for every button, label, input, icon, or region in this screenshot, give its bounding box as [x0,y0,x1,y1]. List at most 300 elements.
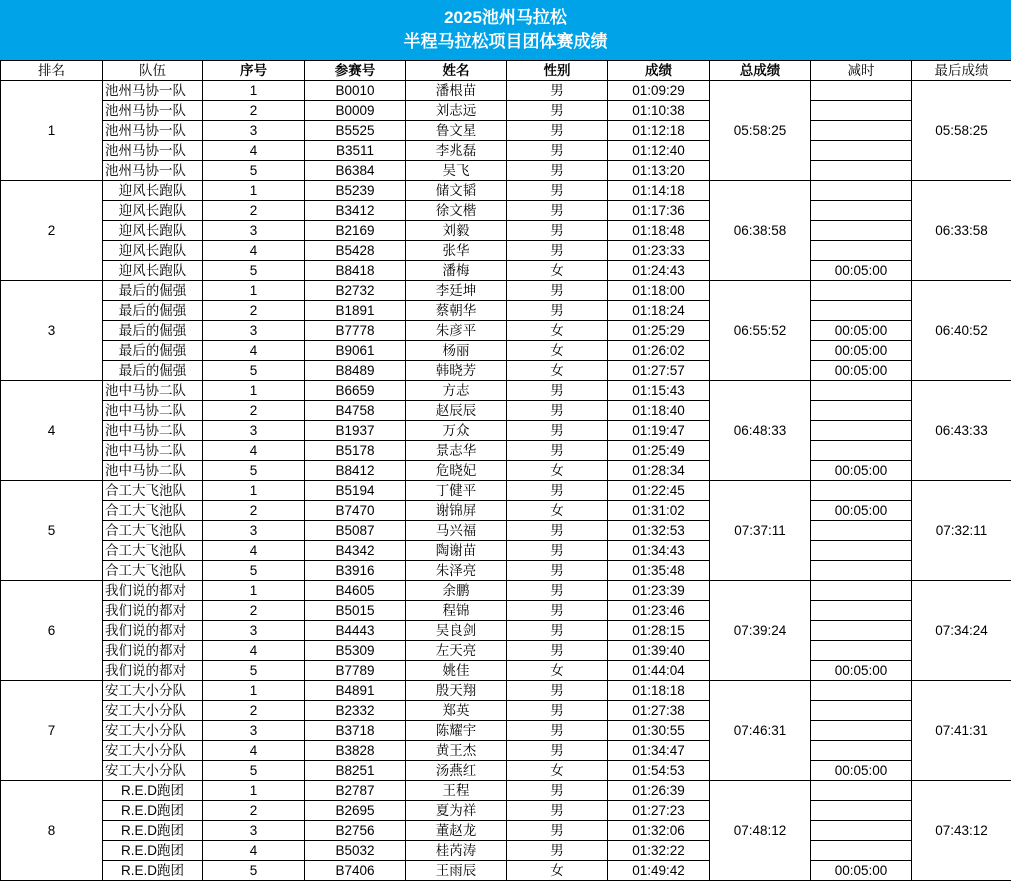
seq-cell: 2 [203,601,305,621]
team-cell: R.E.D跑团 [103,781,203,801]
rank-cell: 8 [1,781,103,881]
team-cell: 最后的倔强 [103,281,203,301]
deduct-cell: 00:05:00 [811,361,912,381]
team-cell: 合工大飞池队 [103,501,203,521]
score-cell: 01:30:55 [608,721,710,741]
seq-cell: 1 [203,281,305,301]
title-banner [0,0,1011,61]
gender-cell: 男 [507,101,608,121]
name-cell: 蔡朝华 [406,301,507,321]
bib-cell: B5309 [305,641,406,661]
bib-cell: B5194 [305,481,406,501]
team-cell: 迎风长跑队 [103,241,203,261]
results-body [1,81,1011,881]
seq-cell: 1 [203,381,305,401]
gender-cell: 男 [507,441,608,461]
gender-cell: 男 [507,81,608,101]
score-cell: 01:25:49 [608,441,710,461]
gender-cell: 男 [507,381,608,401]
score-cell: 01:32:06 [608,821,710,841]
seq-cell: 2 [203,501,305,521]
name-cell: 夏为祥 [406,801,507,821]
gender-cell: 男 [507,701,608,721]
seq-cell: 2 [203,101,305,121]
score-cell: 01:35:48 [608,561,710,581]
seq-cell: 5 [203,261,305,281]
bib-cell: B4891 [305,681,406,701]
table-row [1,841,1011,861]
name-cell: 王程 [406,781,507,801]
name-cell: 董赵龙 [406,821,507,841]
final-cell: 06:40:52 [912,281,1011,381]
team-cell: 池中马协二队 [103,421,203,441]
header-row [1,61,1011,81]
table-row [1,401,1011,421]
final-cell: 07:34:24 [912,581,1011,681]
seq-cell: 1 [203,81,305,101]
team-cell: 池州马协一队 [103,161,203,181]
table-row [1,361,1011,381]
gender-cell: 男 [507,561,608,581]
team-cell: 安工大小分队 [103,681,203,701]
final-cell: 06:33:58 [912,181,1011,281]
score-cell: 01:25:29 [608,321,710,341]
score-cell: 01:15:43 [608,381,710,401]
deduct-cell [811,841,912,861]
deduct-cell [811,201,912,221]
event-title: 2025池州马拉松 [0,8,1011,28]
gender-cell: 男 [507,181,608,201]
name-cell: 桂芮涛 [406,841,507,861]
table-row [1,741,1011,761]
team-cell: 我们说的都对 [103,601,203,621]
table-row [1,861,1011,881]
name-cell: 程锦 [406,601,507,621]
gender-cell: 男 [507,301,608,321]
deduct-cell [811,521,912,541]
gender-cell: 女 [507,501,608,521]
deduct-cell [811,821,912,841]
deduct-cell [811,161,912,181]
header-total: 总成绩 [710,61,811,81]
table-row [1,721,1011,741]
table-row [1,281,1011,301]
name-cell: 朱彦平 [406,321,507,341]
seq-cell: 2 [203,301,305,321]
team-cell: 安工大小分队 [103,761,203,781]
rank-cell: 1 [1,81,103,181]
score-cell: 01:18:24 [608,301,710,321]
deduct-cell [811,721,912,741]
table-row [1,541,1011,561]
score-cell: 01:28:34 [608,461,710,481]
gender-cell: 男 [507,541,608,561]
deduct-cell [811,281,912,301]
total-cell: 07:39:24 [710,581,811,681]
deduct-cell [811,121,912,141]
total-cell: 05:58:25 [710,81,811,181]
table-row [1,221,1011,241]
table-row [1,641,1011,661]
team-cell: R.E.D跑团 [103,821,203,841]
deduct-cell [811,401,912,421]
score-cell: 01:18:40 [608,401,710,421]
name-cell: 汤燕红 [406,761,507,781]
table-row [1,801,1011,821]
bib-cell: B5015 [305,601,406,621]
name-cell: 景志华 [406,441,507,461]
bib-cell: B1937 [305,421,406,441]
seq-cell: 4 [203,541,305,561]
table-row [1,201,1011,221]
table-row [1,681,1011,701]
deduct-cell: 00:05:00 [811,261,912,281]
team-cell: 池中马协二队 [103,381,203,401]
score-cell: 01:10:38 [608,101,710,121]
header-seq: 序号 [203,61,305,81]
rank-cell: 2 [1,181,103,281]
bib-cell: B2756 [305,821,406,841]
seq-cell: 4 [203,741,305,761]
seq-cell: 1 [203,181,305,201]
team-cell: 安工大小分队 [103,701,203,721]
total-cell: 07:46:31 [710,681,811,781]
header-rank: 排名 [1,61,103,81]
table-row [1,581,1011,601]
team-cell: 安工大小分队 [103,741,203,761]
deduct-cell [811,241,912,261]
deduct-cell [811,741,912,761]
seq-cell: 4 [203,341,305,361]
table-row [1,321,1011,341]
score-cell: 01:44:04 [608,661,710,681]
bib-cell: B6384 [305,161,406,181]
name-cell: 徐文楷 [406,201,507,221]
deduct-cell: 00:05:00 [811,861,912,881]
name-cell: 杨丽 [406,341,507,361]
seq-cell: 3 [203,221,305,241]
deduct-cell [811,141,912,161]
final-cell: 07:43:12 [912,781,1011,881]
rank-cell: 5 [1,481,103,581]
gender-cell: 男 [507,781,608,801]
bib-cell: B5032 [305,841,406,861]
score-cell: 01:12:40 [608,141,710,161]
team-cell: 我们说的都对 [103,621,203,641]
header-bib: 参赛号 [305,61,406,81]
name-cell: 危晓妃 [406,461,507,481]
table-row [1,501,1011,521]
bib-cell: B4443 [305,621,406,641]
bib-cell: B7778 [305,321,406,341]
team-cell: 迎风长跑队 [103,221,203,241]
table-row [1,421,1011,441]
deduct-cell [811,381,912,401]
table-row [1,181,1011,201]
gender-cell: 男 [507,161,608,181]
bib-cell: B2169 [305,221,406,241]
bib-cell: B0009 [305,101,406,121]
table-row [1,781,1011,801]
header-team: 队伍 [103,61,203,81]
score-cell: 01:31:02 [608,501,710,521]
seq-cell: 1 [203,681,305,701]
score-cell: 01:17:36 [608,201,710,221]
bib-cell: B4342 [305,541,406,561]
seq-cell: 2 [203,701,305,721]
team-cell: 合工大飞池队 [103,561,203,581]
deduct-cell [811,481,912,501]
table-row [1,161,1011,181]
table-row [1,121,1011,141]
name-cell: 陶谢苗 [406,541,507,561]
seq-cell: 3 [203,721,305,741]
score-cell: 01:18:48 [608,221,710,241]
score-cell: 01:39:40 [608,641,710,661]
bib-cell: B7406 [305,861,406,881]
table-row [1,141,1011,161]
seq-cell: 5 [203,861,305,881]
gender-cell: 男 [507,521,608,541]
team-cell: R.E.D跑团 [103,801,203,821]
gender-cell: 男 [507,481,608,501]
gender-cell: 男 [507,421,608,441]
seq-cell: 5 [203,761,305,781]
bib-cell: B9061 [305,341,406,361]
name-cell: 赵辰辰 [406,401,507,421]
rank-cell: 4 [1,381,103,481]
table-row [1,621,1011,641]
name-cell: 吴良剑 [406,621,507,641]
name-cell: 潘根苗 [406,81,507,101]
seq-cell: 2 [203,401,305,421]
seq-cell: 3 [203,121,305,141]
deduct-cell [811,641,912,661]
name-cell: 吴飞 [406,161,507,181]
team-cell: 我们说的都对 [103,641,203,661]
gender-cell: 男 [507,841,608,861]
gender-cell: 男 [507,581,608,601]
header-final: 最后成绩 [912,61,1011,81]
bib-cell: B5428 [305,241,406,261]
name-cell: 谢锦屏 [406,501,507,521]
gender-cell: 男 [507,601,608,621]
deduct-cell [811,781,912,801]
gender-cell: 男 [507,141,608,161]
rank-cell: 3 [1,281,103,381]
score-cell: 01:18:00 [608,281,710,301]
team-cell: 迎风长跑队 [103,181,203,201]
gender-cell: 男 [507,681,608,701]
team-cell: R.E.D跑团 [103,841,203,861]
score-cell: 01:26:39 [608,781,710,801]
team-cell: 池州马协一队 [103,101,203,121]
deduct-cell [811,681,912,701]
deduct-cell [811,601,912,621]
final-cell: 05:58:25 [912,81,1011,181]
table-row [1,661,1011,681]
deduct-cell: 00:05:00 [811,461,912,481]
table-row [1,521,1011,541]
table-row [1,341,1011,361]
bib-cell: B3916 [305,561,406,581]
gender-cell: 男 [507,741,608,761]
results-table [0,60,1011,881]
total-cell: 07:48:12 [710,781,811,881]
table-title: 半程马拉松项目团体赛成绩 [0,32,1011,52]
team-cell: R.E.D跑团 [103,861,203,881]
final-cell: 07:41:31 [912,681,1011,781]
score-cell: 01:23:33 [608,241,710,261]
score-cell: 01:34:47 [608,741,710,761]
deduct-cell [811,81,912,101]
bib-cell: B6659 [305,381,406,401]
bib-cell: B5178 [305,441,406,461]
team-cell: 最后的倔强 [103,301,203,321]
table-row [1,601,1011,621]
bib-cell: B8412 [305,461,406,481]
name-cell: 丁健平 [406,481,507,501]
seq-cell: 3 [203,421,305,441]
deduct-cell [811,541,912,561]
bib-cell: B2787 [305,781,406,801]
deduct-cell [811,561,912,581]
name-cell: 刘志远 [406,101,507,121]
seq-cell: 5 [203,461,305,481]
header-deduct: 减时 [811,61,912,81]
table-row [1,701,1011,721]
gender-cell: 男 [507,281,608,301]
name-cell: 余鹏 [406,581,507,601]
name-cell: 韩晓芳 [406,361,507,381]
total-cell: 07:37:11 [710,481,811,581]
team-cell: 最后的倔强 [103,321,203,341]
bib-cell: B4758 [305,401,406,421]
bib-cell: B7470 [305,501,406,521]
bib-cell: B5087 [305,521,406,541]
seq-cell: 2 [203,801,305,821]
score-cell: 01:23:39 [608,581,710,601]
gender-cell: 女 [507,661,608,681]
bib-cell: B3412 [305,201,406,221]
name-cell: 万众 [406,421,507,441]
deduct-cell: 00:05:00 [811,661,912,681]
score-cell: 01:27:38 [608,701,710,721]
bib-cell: B8489 [305,361,406,381]
gender-cell: 女 [507,361,608,381]
team-cell: 合工大飞池队 [103,521,203,541]
bib-cell: B3828 [305,741,406,761]
rank-cell: 6 [1,581,103,681]
table-row [1,481,1011,501]
deduct-cell [811,181,912,201]
table-row [1,821,1011,841]
bib-cell: B4605 [305,581,406,601]
bib-cell: B8251 [305,761,406,781]
deduct-cell: 00:05:00 [811,761,912,781]
name-cell: 殷天翔 [406,681,507,701]
seq-cell: 3 [203,621,305,641]
bib-cell: B3511 [305,141,406,161]
bib-cell: B2332 [305,701,406,721]
gender-cell: 女 [507,761,608,781]
table-row [1,561,1011,581]
score-cell: 01:14:18 [608,181,710,201]
deduct-cell [811,421,912,441]
bib-cell: B3718 [305,721,406,741]
score-cell: 01:32:53 [608,521,710,541]
deduct-cell [811,441,912,461]
deduct-cell [811,701,912,721]
bib-cell: B8418 [305,261,406,281]
name-cell: 鲁文星 [406,121,507,141]
score-cell: 01:13:20 [608,161,710,181]
table-row [1,301,1011,321]
table-row [1,761,1011,781]
name-cell: 储文韬 [406,181,507,201]
gender-cell: 女 [507,341,608,361]
team-cell: 我们说的都对 [103,581,203,601]
name-cell: 马兴福 [406,521,507,541]
deduct-cell [811,621,912,641]
bib-cell: B5525 [305,121,406,141]
deduct-cell [811,221,912,241]
team-cell: 池中马协二队 [103,441,203,461]
name-cell: 潘梅 [406,261,507,281]
final-cell: 07:32:11 [912,481,1011,581]
gender-cell: 男 [507,801,608,821]
name-cell: 李兆磊 [406,141,507,161]
rank-cell: 7 [1,681,103,781]
name-cell: 黄王杰 [406,741,507,761]
score-cell: 01:09:29 [608,81,710,101]
score-cell: 01:27:57 [608,361,710,381]
table-row [1,261,1011,281]
gender-cell: 男 [507,641,608,661]
team-cell: 最后的倔强 [103,341,203,361]
header-name: 姓名 [406,61,507,81]
name-cell: 李廷坤 [406,281,507,301]
table-row [1,101,1011,121]
name-cell: 张华 [406,241,507,261]
header-gender: 性别 [507,61,608,81]
name-cell: 郑英 [406,701,507,721]
gender-cell: 男 [507,401,608,421]
score-cell: 01:28:15 [608,621,710,641]
table-row [1,441,1011,461]
seq-cell: 3 [203,521,305,541]
name-cell: 刘毅 [406,221,507,241]
score-cell: 01:24:43 [608,261,710,281]
seq-cell: 4 [203,641,305,661]
deduct-cell [811,801,912,821]
bib-cell: B1891 [305,301,406,321]
gender-cell: 男 [507,241,608,261]
seq-cell: 5 [203,361,305,381]
score-cell: 01:32:22 [608,841,710,861]
name-cell: 姚佳 [406,661,507,681]
score-cell: 01:23:46 [608,601,710,621]
table-row [1,461,1011,481]
score-cell: 01:22:45 [608,481,710,501]
name-cell: 王雨辰 [406,861,507,881]
bib-cell: B2695 [305,801,406,821]
gender-cell: 男 [507,821,608,841]
table-row [1,241,1011,261]
gender-cell: 女 [507,861,608,881]
team-cell: 池州马协一队 [103,81,203,101]
seq-cell: 5 [203,561,305,581]
